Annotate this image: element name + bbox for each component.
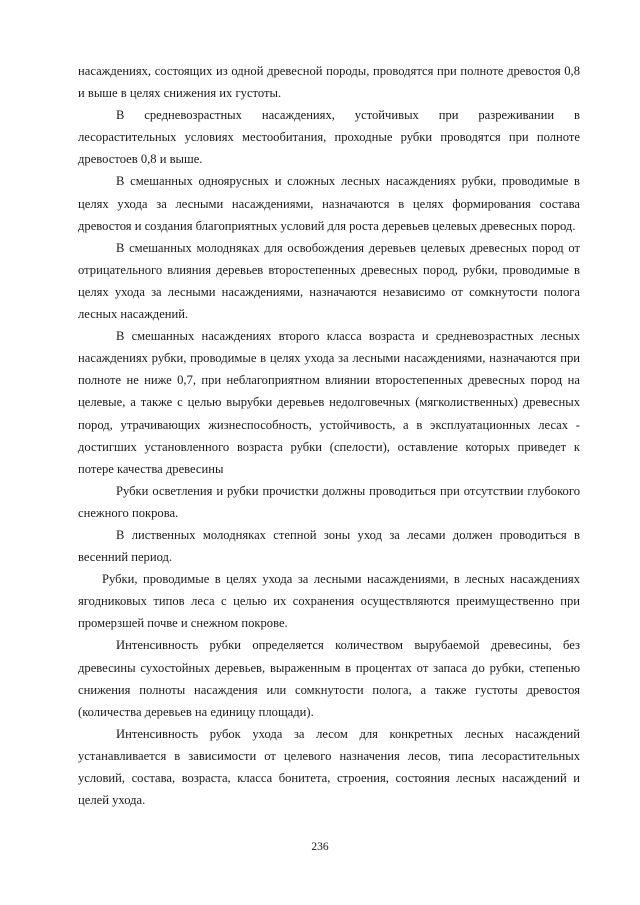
paragraph-4: В смешанных молодняках для освобождения деревьев целевых древесных пород от отрицательного влияния деревьев второстепенных древесных пород, рубки, проводимые в целях ухода за лесными насаждениями, назначаются независимо от сомкнутости полога лесных насаждений. bbox=[78, 240, 580, 322]
paragraph-5: В смешанных насаждениях второго класса возраста и средневозрастных лесных насаждениях рубки, проводимые в целях ухода за лесными насаждениями, назначаются при полноте не ниже 0,7, при неблагоприятном влиянии второстепенных древесных пород на целевые, а также с целью вырубки деревьев недолговечных (мягколиственных) древесных пород, утрачивающих жизнеспособность, устойчивость, а в эксплуатационных лесах - достигших установленного возраста рубки (спелости), оставление которых приведет к потере качества древесины bbox=[78, 329, 580, 476]
paragraph-2: В средневозрастных насаждениях, устойчивых при разреживании в лесорастительных условиях местообитания, проходные рубки проводятся при полноте древостоев 0,8 и выше. bbox=[78, 108, 580, 167]
paragraph-7: В лиственных молодняках степной зоны уход за лесами должен проводиться в весенний период. bbox=[78, 527, 580, 565]
paragraph-10: Интенсивность рубок ухода за лесом для конкретных лесных насаждений устанавливается в зависимости от целевого назначения лесов, типа лесорастительных условий, состава, возраста, класса бонитета, строения, состояния лесных насаждений и целей ухода. bbox=[78, 726, 580, 808]
paragraph-6: Рубки осветления и рубки прочистки должны проводиться при отсутствии глубокого снежного покрова. bbox=[78, 483, 580, 520]
paragraph-9: Интенсивность рубки определяется количеством вырубаемой древесины, без древесины сухостойных деревьев, выраженным в процентах от запаса до рубки, степенью снижения полноты насаждения или сомкнутости полога, а также густоты древостоя (количества деревьев на единицу площади). bbox=[78, 638, 580, 719]
paragraph-3: В смешанных одноярусных и сложных лесных насаждениях рубки, проводимые в целях ухода за лесными насаждениями, назначаются в целях формирования состава древостоя и создания благоприятных условий для роста деревьев целевых древесных пород. bbox=[78, 174, 580, 233]
paragraph-8: Рубки, проводимые в целях ухода за лесными насаждениями, в лесных насаждениях ягодниковых типов леса с целью их сохранения осуществляются преимущественно при промерзшей почве и снежном покрове. bbox=[78, 572, 580, 631]
paragraph-1: насаждениях, состоящих из одной древесной породы, проводятся при полноте древостоя 0,8 и выше в целях снижения их густоты. bbox=[78, 64, 580, 101]
page-body bbox=[78, 60, 580, 811]
page-number: 236 bbox=[311, 841, 329, 853]
